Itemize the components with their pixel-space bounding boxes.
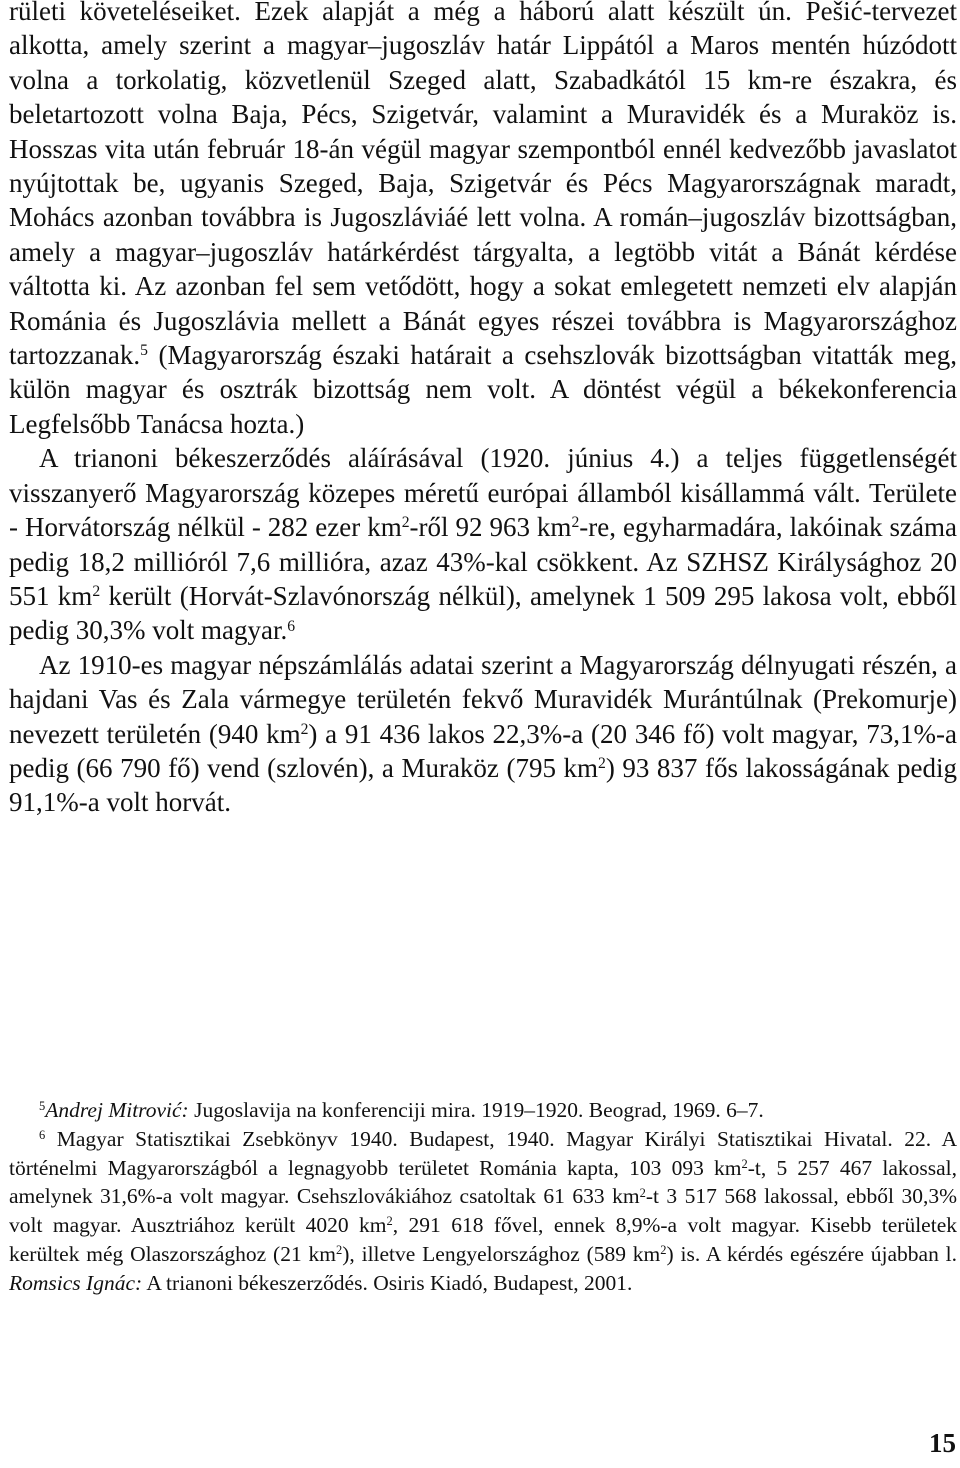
superscript: 2 — [598, 755, 606, 773]
paragraph-2-text-4: került (Horvát-Szlavónország nélkül), amelynek 1 509 295 lakosa volt, ebből pedig 30,3% volt magyar. — [9, 580, 957, 646]
footnote-ref-6: 6 — [287, 617, 296, 635]
footnote-text: ), illetve Lengyelországhoz (589 km — [342, 1241, 661, 1266]
footnote-text: Jugoslavija na konferenciji mira. 1919–1920. Beograd, 1969. 6–7. — [188, 1098, 764, 1122]
paragraph-3 — [9, 648, 957, 820]
paragraph-2-text-3: -re, egyharmadára, lakóinak száma pedig 18,2 millióról 7,6 millióra, azaz 43%-kal csökkent. Az SZHSZ Királysághoz 20 551 km — [9, 512, 957, 611]
paragraph-2-text-1: A trianoni békeszerződés aláírásával (1920. június 4.) a teljes függetlenségét visszanyerő Magyarország közepes méretű európai államból kisállammá vált. Területe - Horvátország nélkül - 282 ezer km — [9, 443, 957, 543]
superscript: 2 — [639, 1185, 646, 1200]
footnote-text: ) is. A kérdés egészére újabban l. — [666, 1241, 957, 1266]
footnote-text: , 291 618 fővel, ennek 8,9%-a volt magyar. Kisebb területek kerültek még Olaszországhoz (21 km — [9, 1213, 957, 1266]
paragraph-3-text-1: Az 1910-es magyar népszámlálás adatai szerint a Magyarország délnyugati részén, a hajdani Vas és Zala vármegye területén fekvő Muravidék Murántúlnak (Prekomurje) nevezett területén (940 km — [9, 649, 957, 749]
footnotes — [9, 1096, 957, 1298]
footnote-author: Romsics Ignác: — [9, 1270, 143, 1295]
paragraph-2-text-2: -ről 92 963 km — [409, 512, 572, 543]
footnote-6 — [9, 1125, 957, 1298]
footnote-author: Andrej Mitrović: — [45, 1098, 189, 1122]
superscript: 2 — [92, 583, 101, 601]
footnote-text: -t 3 517 568 lakossal, ebből 30,3% volt magyar. Ausztriához került 4020 km — [9, 1184, 957, 1238]
superscript: 2 — [336, 1243, 343, 1258]
superscript: 2 — [300, 720, 309, 738]
paragraph-3-text-3: ) 93 837 fős lakosságának pedig 91,1%-a volt horvát. — [9, 752, 957, 818]
superscript: 2 — [741, 1156, 748, 1171]
paragraph-1-tail: (Magyarország északi határait a csehszlovák bizottságban vitatták meg, külön magyar és osztrák bizottság nem volt. A döntést végül a békekonferencia Legfelsőbb Tanácsa hozta.) — [9, 340, 957, 439]
footnote-marker: 6 — [39, 1127, 46, 1142]
footnote-marker: 5 — [39, 1099, 46, 1114]
superscript: 2 — [571, 514, 580, 532]
paragraph-1 — [9, 0, 957, 441]
paragraph-2 — [9, 441, 957, 647]
footnote-5 — [9, 1096, 957, 1125]
footnote-text: A trianoni békeszerződés. Osiris Kiadó, Budapest, 2001. — [142, 1270, 633, 1295]
footnote-ref-5: 5 — [140, 342, 148, 360]
main-text — [9, 0, 957, 820]
paragraph-3-text-2: ) a 91 436 lakos 22,3%-a (20 346 fő) volt magyar, 73,1%-a pedig (66 790 fő) vend (szlovén), a Muraköz (795 km — [9, 718, 957, 783]
paragraph-1-text: rületi követeléseiket. Ezek alapját a még a háború alatt készült ún. Pešić-tervezet alkotta, amely szerint a magyar–jugoszláv határ Lippától a Maros mentén húzódott volna a torkolatig, közvetlenül Szeged alatt, Szabadkától 15 km-re északra, és beletartozott volna Baja, Pécs, Szigetvár, valamint a Muravidék és a Muraköz is. Hosszas vita után február 18-án végül magyar szempontból ennél kedvezőbb javaslatot nyújtottak be, ugyanis Szeged, Baja, Szigetvár és Pécs Magyarországnak maradt, Mohács azonban továbbra is Jugoszláviáé lett volna. A román–jugoszláv bizottságban, amely a magyar–jugoszláv határkérdést tárgyalta, a legtöbb vitát a Bánát kérdése váltotta ki. Az azonban fel sem vetődött, hogy a sokat emlegetett nemzeti elv alapján Románia és Jugoszlávia mellett a Bánát egyes részei továbbra is Magyarországhoz tartozzanak. — [9, 0, 957, 371]
superscript: 2 — [401, 514, 410, 532]
superscript: 2 — [386, 1214, 393, 1229]
footnote-text: -t, 5 257 467 lakossal, amelynek 31,6%-a volt magyar. Csehszlovákiához csatoltak 61 633 km — [9, 1155, 957, 1209]
page-number: 15 — [929, 1428, 956, 1458]
superscript: 2 — [660, 1243, 667, 1258]
footnote-text: Magyar Statisztikai Zsebkönyv 1940. Budapest, 1940. Magyar Királyi Statisztikai Hivatal. 22. A történelmi Magyarországból a legnagyobb területet Románia kapta, 103 093 km — [9, 1126, 957, 1180]
